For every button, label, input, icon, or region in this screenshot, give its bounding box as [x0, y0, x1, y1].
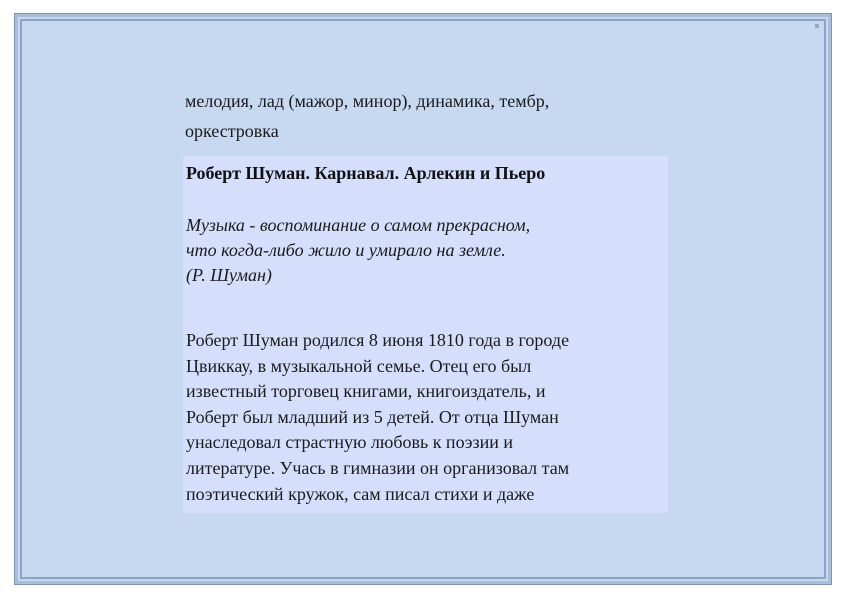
corner-mark	[815, 24, 819, 28]
body-line: Цвиккау, в музыкальной семье. Отец его был	[186, 355, 532, 376]
slide	[14, 13, 832, 585]
biography-paragraph	[186, 328, 569, 507]
body-line: известный торговец книгами, книгоиздатель, и	[186, 381, 546, 402]
quote-line: Музыка - воспоминание о самом прекрасном,	[186, 215, 531, 235]
body-line: унаследовал страстную любовь к поэзии и	[186, 432, 514, 453]
intro-line: мелодия, лад (мажор, минор), динамика, тембр,	[185, 91, 550, 111]
quote-author: (Р. Шуман)	[186, 265, 272, 285]
epigraph-quote	[186, 213, 530, 288]
intro-line: оркестровка	[185, 121, 279, 141]
body-line: Роберт Шуман родился 8 июня 1810 года в городе	[186, 330, 570, 350]
body-line: Роберт был младший из 5 детей. От отца Шуман	[186, 406, 559, 427]
intro-text	[185, 86, 685, 146]
box-title: Роберт Шуман. Карнавал. Арлекин и Пьеро	[186, 163, 546, 183]
quote-line: что когда-либо жило и умирало на земле.	[186, 240, 506, 260]
body-line: поэтический кружок, сам писал стихи и даже	[186, 483, 535, 504]
body-line: литературе. Учась в гимназии он организовал там	[186, 457, 570, 478]
text-box	[183, 156, 668, 513]
